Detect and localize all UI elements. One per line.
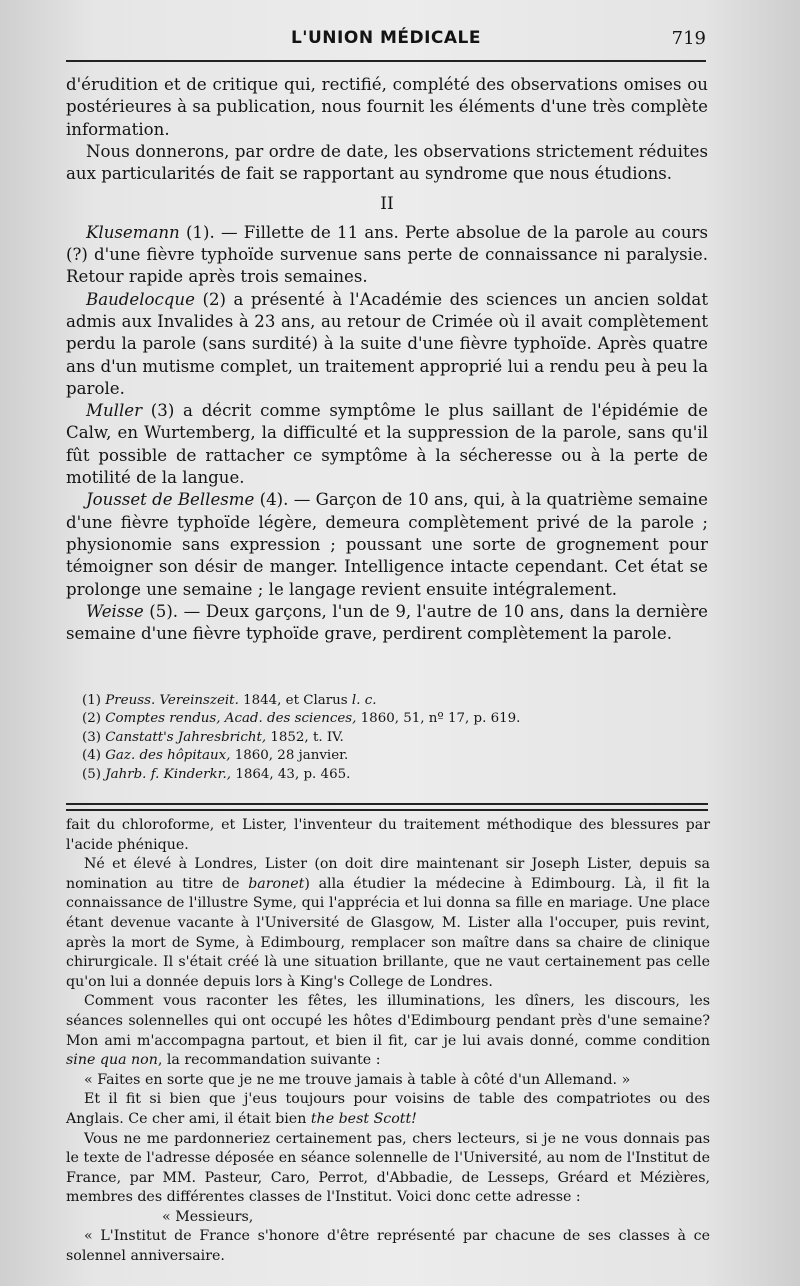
page-number: 719	[671, 28, 706, 49]
case-author: Baudelocque	[86, 289, 195, 309]
footnote-ref: l. c.	[351, 693, 377, 708]
footnote-ref: Comptes rendus, Acad. des sciences,	[105, 711, 357, 727]
case-text: (5). — Deux garçons, l'un de 9, l'autre de 10 ans, dans la dernière semaine d'une fièvre typhoïde grave, perdirent complètement la parole.	[66, 601, 708, 644]
case-text: (3) a décrit comme symptôme le plus saillant de l'épidémie de Calw, en Wurtemberg, la difficulté et la suppression de la parole, sans qu'il fût possible de rattacher ce symptôme à la sécheresse ou à la perte de motilité de la langue.	[66, 401, 708, 488]
case-author: Klusemann	[86, 222, 180, 242]
case-author: Muller	[86, 401, 143, 421]
feuilleton-rule	[66, 809, 708, 811]
footnote-number: (2)	[82, 711, 101, 727]
text-run: , la recommandation suivante :	[157, 1052, 381, 1069]
footnote-text: 1852, t. IV.	[266, 729, 344, 745]
case-author: Jousset de Bellesme	[86, 490, 255, 510]
footnote-text: 1844, et Clarus	[238, 693, 352, 708]
feuilleton-paragraph: fait du chloroforme, et Lister, l'inventeur du traitement méthodique des blessures par l'acide phénique.	[66, 817, 710, 853]
footnote-number: (4)	[82, 748, 101, 764]
feuilleton-rule	[66, 803, 708, 805]
footnote-text: 1860, 28 janvier.	[230, 748, 349, 764]
case-entry	[66, 601, 708, 646]
footnote-ref: Preuss. Vereinszeit.	[105, 693, 239, 708]
footnote-ref: Canstatt's Jahresbricht,	[105, 729, 267, 745]
feuilleton-paragraph	[66, 992, 710, 1070]
footnotes	[82, 692, 702, 784]
case-author: Weisse	[86, 601, 144, 621]
footnote-text: 1860, 51, nº 17, p. 619.	[356, 711, 521, 727]
text-run-italic: the best Scott!	[310, 1110, 417, 1127]
case-text: (1). — Fillette de 11 ans. Perte absolue de la parole au cours (?) d'une fièvre typhoïde survenue sans perte de connaissance ni paralysie. Retour rapide après trois semaines.	[66, 222, 708, 287]
case-text: (2) a présenté à l'Académie des sciences un ancien soldat admis aux Invalides à 23 ans, au retour de Crimée où il avait complètement perdu la parole (sans surdité) à la suite d'une fièvre typhoïde. Après quatre ans d'un mutisme complet, un traitement approprié lui a rendu peu à peu la parole.	[66, 289, 708, 398]
footnote	[82, 747, 702, 765]
section-heading: II	[380, 194, 394, 215]
case-entry	[66, 222, 708, 289]
feuilleton-paragraph: « L'Institut de France s'honore d'être représenté par chacune de ses classes à ce solennel anniversaire.	[66, 1228, 710, 1265]
footnote-ref: Jahrb. f. Kinderkr.,	[105, 766, 232, 782]
feuilleton-paragraph	[66, 1090, 710, 1129]
article-paragraph: Nous donnerons, par ordre de date, les observations strictement réduites aux particularités de fait se rapportant au syndrome que nous étudions.	[66, 141, 708, 184]
text-run: Et il fit si bien que j'eus toujours pour voisins de table des compatriotes ou des Anglais. Ce cher ami, il était bien	[66, 1091, 710, 1127]
text-run-italic: baronet	[248, 875, 305, 892]
header-rule	[66, 60, 706, 62]
case-entry	[66, 289, 708, 400]
feuilleton-paragraph: « Faites en sorte que je ne me trouve jamais à table à côté d'un Allemand. »	[84, 1071, 631, 1088]
page-header	[66, 28, 706, 56]
case-entry	[66, 489, 708, 600]
text-run-italic: sine qua non	[66, 1052, 158, 1069]
text-run: ) alla étudier la médecine à Edimbourg. Là, il fit la connaissance de l'illustre Syme, qui l'apprécia et lui donna sa fille en mariage. Une place étant devenue vacante à l'Université de Glasgow, M. Lister alla l'occuper, puis revint, après la mort de Syme, à Edimbourg, remplacer son maître dans sa chaire de clinique chirurgicale. Il s'était créé là une situation brillante, que ne vaut certainement pas celle qu'on lui a donnée depuis lors à King's College de Londres.	[66, 875, 710, 990]
footnote	[82, 692, 702, 710]
feuilleton-body	[66, 816, 710, 1267]
text-run: Comment vous raconter les fêtes, les illuminations, les dîners, les discours, les séances solennelles qui ont occupé les hôtes d'Edimbourg pendant près d'une semaine? Mon ami m'accompagna partout, et bien il fit, car je lui avais donné, comme condition	[66, 993, 710, 1049]
feuilleton-paragraph	[66, 855, 710, 992]
feuilleton-paragraph: Vous ne me pardonneriez certainement pas, chers lecteurs, si je ne vous donnais pas le texte de l'adresse déposée en séance solennelle de l'Université, au nom de l'Institut de France, par MM. Pasteur, Caro, Perrot, d'Abbadie, de Lesseps, Gréard et Mézières, membres des différentes classes de l'Institut. Voici donc cette adresse :	[66, 1130, 710, 1206]
article-paragraph: d'érudition et de critique qui, rectifié, complété des observations omises ou postérieures à sa publication, nous fournit les éléments d'une très complète information.	[66, 75, 708, 139]
article-body	[66, 74, 708, 645]
feuilleton-paragraph: « Messieurs,	[162, 1208, 254, 1225]
footnote-text: 1864, 43, p. 465.	[231, 766, 351, 782]
footnote-number: (1)	[82, 693, 101, 708]
case-entry	[66, 400, 708, 489]
footnote	[82, 729, 702, 747]
footnote-number: (5)	[82, 766, 101, 782]
journal-title: L'UNION MÉDICALE	[290, 28, 482, 48]
case-text: (4). — Garçon de 10 ans, qui, à la quatrième semaine d'une fièvre typhoïde légère, demeura complètement privé de la parole ; physionomie sans expression ; poussant une sorte de grognement pour témoigner son désir de manger. Intelligence intacte cependant. Cet état se prolonge une semaine ; le langage revient ensuite intégralement.	[66, 490, 708, 599]
text-run: Né et élevé à Londres, Lister (on doit dire maintenant sir Joseph Lister, depuis sa nomination au titre de	[66, 856, 710, 892]
footnote-ref: Gaz. des hôpitaux,	[105, 748, 231, 764]
footnote	[82, 766, 702, 784]
footnote-number: (3)	[82, 729, 101, 745]
footnote	[82, 710, 702, 728]
